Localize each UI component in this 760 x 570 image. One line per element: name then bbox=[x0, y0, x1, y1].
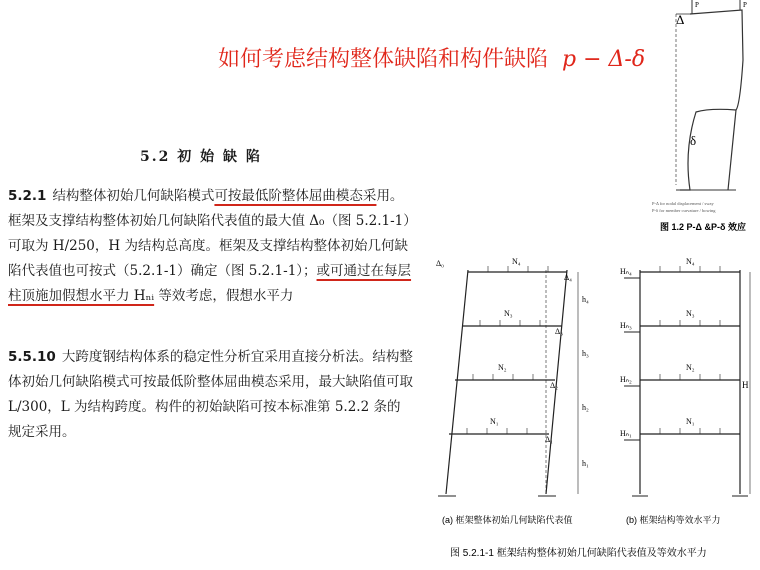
delta-label: Δ bbox=[676, 12, 685, 27]
title-text: 如何考虑结构整体缺陷和构件缺陷 bbox=[218, 47, 549, 72]
clause-text: 大跨度钢结构体系的稳定性分析宜采用直接分析法。结构整体初始几何缺陷模式可按最低阶整体屈曲模态采用，最大缺陷值可取 L/300，L 为结构跨度。构件的初始缺陷可按本标准第 5.2.2 条的规定采用。 bbox=[8, 349, 413, 440]
label-delta-4: Δ₄ bbox=[564, 273, 572, 282]
figure-5-2-1-1-caption: 图 5.2.1-1 框架结构整体初始几何缺陷代表值及等效水平力 bbox=[450, 548, 707, 559]
label-h3: h₃ bbox=[582, 349, 589, 358]
label-hn1: Hₙ₁ bbox=[620, 429, 632, 438]
label-hn3: Hₙ₃ bbox=[620, 321, 632, 330]
label-n1-a: N₁ bbox=[490, 417, 499, 426]
label-hn4: Hₙ₄ bbox=[620, 267, 632, 276]
slide-title bbox=[218, 42, 645, 73]
label-total-height: H bbox=[742, 380, 749, 390]
label-delta-0: Δ₀ bbox=[436, 259, 444, 268]
load-p-right: P bbox=[743, 1, 747, 9]
label-n1-b: N₁ bbox=[686, 417, 695, 426]
subcaption-b: (b) 框架结构等效水平力 bbox=[626, 515, 721, 525]
clause-number: 5.2.1 bbox=[8, 188, 47, 204]
label-delta-2: Δ₂ bbox=[550, 381, 558, 390]
label-n4-a: N₄ bbox=[512, 257, 521, 266]
label-h2: h₂ bbox=[582, 403, 589, 412]
label-n2-b: N₂ bbox=[686, 363, 695, 372]
clause-text-3: 用。框架及支撑结构整体初始几何缺陷代表值的最大值 Δ₀（图 5.2.1-1）可取为 H/250，H 为结构总高度。框架及支撑结构整体初始几何缺陷代表值也可按式（5.2.1-1）确定（图 5.2.1-1）； bbox=[8, 188, 410, 279]
fig12-note-2: P-δ for member curvature / bowing bbox=[652, 208, 716, 213]
underlined-text-1: 可按最低阶整体屈曲模态采 bbox=[214, 188, 377, 204]
frame-b bbox=[624, 266, 750, 496]
underlined-text-2: 或可通过在每层柱顶施加假想水平力 Hₙᵢ bbox=[8, 263, 412, 304]
label-delta-3: Δ₃ bbox=[555, 327, 563, 336]
figure-p-delta-column bbox=[650, 0, 760, 235]
label-delta-1: Δ₁ bbox=[545, 435, 553, 444]
clause-text-5: 等效考虑，假想水平力 bbox=[154, 288, 294, 304]
clause-5-5-10 bbox=[8, 345, 413, 445]
clause-5-2-1 bbox=[8, 184, 413, 309]
label-n3-b: N₃ bbox=[686, 309, 695, 318]
small-delta-label: δ bbox=[690, 133, 697, 148]
clause-number: 5.5.10 bbox=[8, 349, 56, 365]
label-hn2: Hₙ₂ bbox=[620, 375, 632, 384]
label-h4: h₄ bbox=[582, 295, 589, 304]
label-n4-b: N₄ bbox=[686, 257, 695, 266]
figure-5-2-1-1 bbox=[428, 248, 760, 570]
figure-1-2-caption: 图 1.2 P-Δ &P-δ 效应 bbox=[660, 222, 746, 232]
load-p-left: P bbox=[695, 1, 699, 9]
subcaption-a: (a) 框架整体初始几何缺陷代表值 bbox=[442, 515, 573, 525]
label-h1: h₁ bbox=[582, 459, 589, 468]
label-n3-a: N₃ bbox=[504, 309, 513, 318]
label-n2-a: N₂ bbox=[498, 363, 507, 372]
fig12-note-1: P-Δ for nodal displacement / sway bbox=[652, 201, 714, 206]
title-math: p − Δ-δ bbox=[562, 47, 646, 72]
clause-text-1: 结构整体初始几何缺陷模式 bbox=[52, 188, 215, 204]
section-heading: 5.2 初 始 缺 陷 bbox=[140, 149, 262, 165]
